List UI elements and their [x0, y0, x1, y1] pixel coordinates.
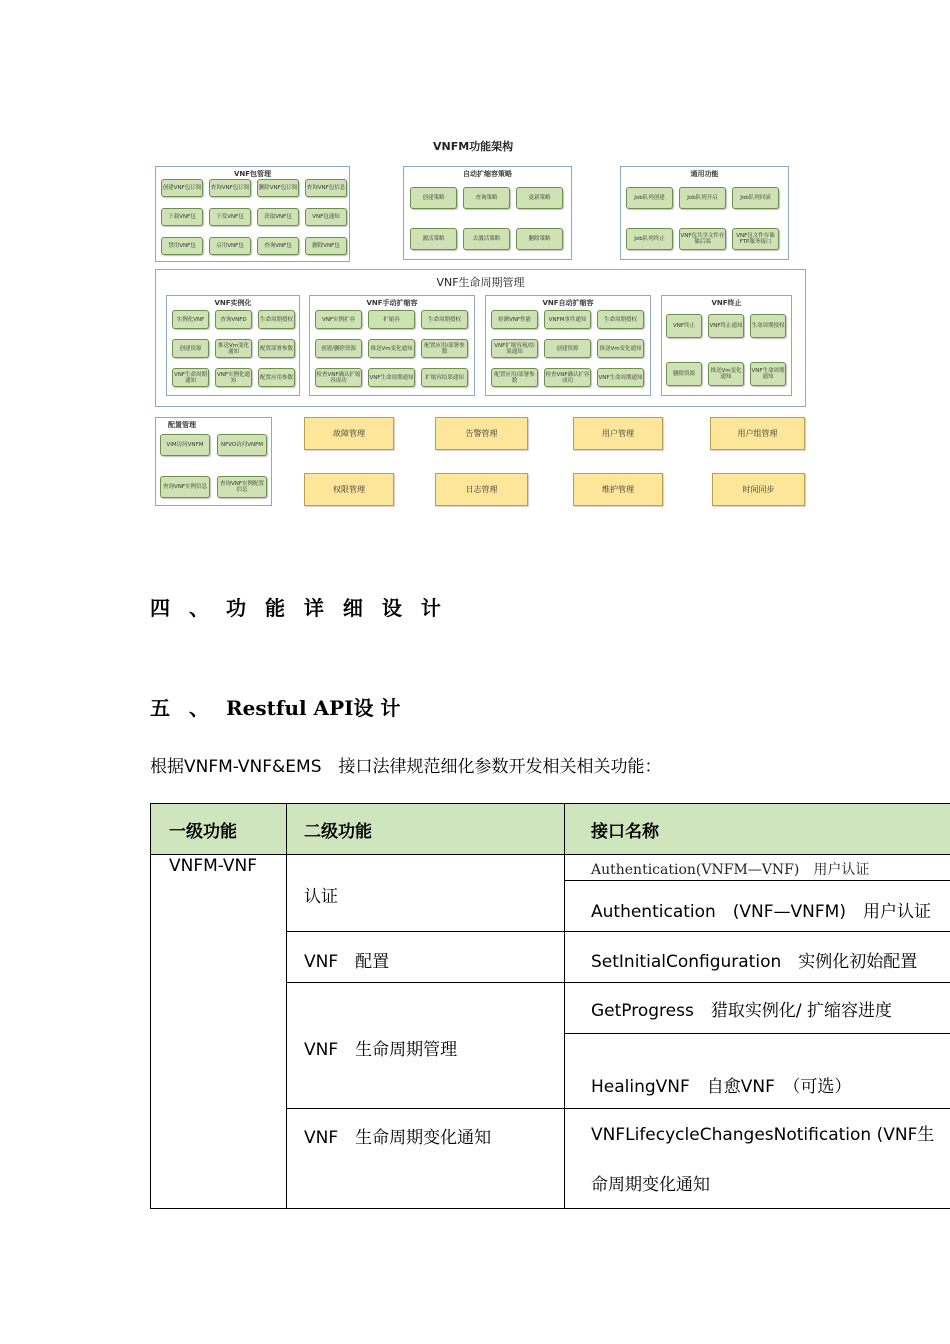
function-box: VNF实例扩容: [315, 310, 362, 329]
panel-general: [620, 166, 789, 260]
cell-level1: VNFM-VNF: [151, 855, 287, 1209]
yellow-function-box: 权限管理: [304, 473, 394, 506]
function-box: Job队列回滚: [732, 187, 779, 209]
function-box: 推送Vm变化通知: [597, 339, 644, 358]
cell-lcm: VNF 生命周期管理: [287, 983, 565, 1109]
function-box: 检测VNF性能: [491, 310, 538, 329]
panel-auto-scaling-policy: [403, 166, 572, 260]
function-box: 删除资源: [666, 362, 702, 386]
function-box: 删除VNF包订阅: [257, 179, 299, 197]
panel-title: VNF终止: [711, 299, 742, 307]
function-box: 查询VNFD: [215, 310, 252, 329]
yellow-function-box: 时间同步: [712, 473, 805, 506]
function-box: 查询VNF包: [257, 237, 299, 255]
diagram-title: VNFM功能架构: [433, 140, 514, 153]
function-box: 启用VNF包: [209, 237, 251, 255]
function-box: VNF终止通知: [708, 314, 744, 338]
function-box: 生命周期授权: [750, 314, 786, 338]
function-box: VNF扩缩容预/结果通知: [491, 339, 538, 358]
cell-notify-ab: [565, 1109, 950, 1209]
function-box: 下发VNF包: [209, 208, 251, 226]
function-box: VNF生命周期通知: [750, 362, 786, 386]
cell-auth-b: Authentication (VNF—VNFM) 用户认证: [565, 881, 950, 932]
function-box: 扩缩容结果通知: [421, 368, 468, 387]
function-box: VNFM事件通知: [544, 310, 591, 329]
function-box: 扩缩容: [368, 310, 415, 329]
function-box: 下载VNF包: [161, 208, 203, 226]
section4-number: 四 、: [150, 596, 215, 620]
function-box: VNF生命周期通知: [368, 368, 415, 387]
function-box: 检查VNF确认扩缩容成功: [315, 368, 362, 387]
function-box: 去激活策略: [463, 228, 510, 250]
function-box: 激活策略: [410, 228, 457, 250]
lifecycle-title: VNF生命周期管理: [436, 276, 525, 289]
intro-paragraph: 根据VNFM-VNF&EMS 接口法律规范细化参数开发相关相关功能：: [150, 757, 662, 777]
panel-lifecycle: [155, 269, 806, 407]
function-box: 删除策略: [516, 228, 563, 250]
panel-terminate: [661, 295, 792, 396]
cell-lcm-b: HealingVNF 自愈VNF （可选）: [565, 1034, 950, 1109]
cell-config: VNF 配置: [287, 932, 565, 983]
function-box: 创建/删除资源: [315, 339, 362, 358]
function-box: Job队列开启: [679, 187, 726, 209]
function-box: VNF包通知: [305, 208, 347, 226]
function-box: VNF包共享文件存储后端: [679, 228, 726, 250]
header-level2: 二级功能: [287, 804, 565, 855]
function-box: VNF生命周期通知: [597, 368, 644, 387]
function-box: 生命周期授权: [421, 310, 468, 329]
yellow-function-box: 故障管理: [304, 417, 394, 450]
panel-title: 配置管理: [168, 421, 196, 429]
section4-title: 功 能 详 细 设 计: [226, 596, 447, 620]
yellow-function-box: 用户组管理: [710, 417, 805, 450]
function-box: 创建策略: [410, 187, 457, 209]
panel-title: VNF自动扩缩容: [542, 299, 594, 307]
function-box: 禁用VNF包: [161, 237, 203, 255]
notify-line2: 命周期变化通知: [591, 1175, 710, 1195]
panel-title: VNF实例化: [214, 299, 252, 307]
function-box: NFVO访问VNFM: [217, 434, 267, 456]
function-box: 配置部署参数: [258, 339, 295, 358]
function-box: VNF包文件存储FTP服务接口: [732, 228, 779, 250]
panel-manual-scaling: [309, 295, 475, 396]
function-box: 创建资源: [172, 339, 209, 358]
function-box: 查询VNF包信息: [305, 179, 347, 197]
header-interface: 接口名称: [565, 804, 950, 855]
function-box: 生命周期授权: [258, 310, 295, 329]
panel-auto-scaling: [485, 295, 651, 396]
panel-title: VNF包管理: [233, 170, 272, 178]
cell-lcm-a: GetProgress 猎取实例化/ 扩缩容进度: [565, 983, 950, 1034]
cell-auth: 认证: [287, 855, 565, 932]
header-level1: 一级功能: [151, 804, 287, 855]
section5-number: 五 、: [150, 696, 215, 720]
panel-instantiate: [166, 295, 300, 396]
function-box: 查询VNF实例配置信息: [217, 476, 267, 498]
function-box: 配置应用/部署参数: [491, 368, 538, 387]
function-box: 获取VNF包: [257, 208, 299, 226]
function-box: 配置应用参数: [258, 368, 295, 387]
panel-config: [155, 417, 272, 506]
function-box: 实例化VNF: [172, 310, 209, 329]
function-box: 推送Vm变化通知: [708, 362, 744, 386]
function-box: 配置应用/部署参数: [421, 339, 468, 358]
function-box: VIM访问VNFM: [160, 434, 210, 456]
yellow-function-box: 维护管理: [573, 473, 663, 506]
function-box: 查询VNF包订阅: [209, 179, 251, 197]
function-box: 检查VNF确认扩容成功: [544, 368, 591, 387]
function-box: VNF终止: [666, 314, 702, 338]
yellow-function-box: 告警管理: [435, 417, 528, 450]
function-box: VNF实例化通知: [215, 368, 252, 387]
function-box: 查询策略: [463, 187, 510, 209]
function-box: Job队列终止: [626, 228, 673, 250]
function-box: 删除VNF包: [305, 237, 347, 255]
panel-title: 通用功能: [690, 170, 719, 178]
cell-auth-a: Authentication(VNFM—VNF) 用户认证: [565, 855, 950, 881]
api-table: [150, 803, 950, 1209]
cell-notify: VNF 生命周期变化通知: [287, 1109, 565, 1209]
function-box: VNF生命周期通知: [172, 368, 209, 387]
yellow-function-box: 用户管理: [573, 417, 663, 450]
notify-line1: VNFLifecycleChangesNotification (VNF生: [591, 1125, 935, 1145]
cell-config-a: SetInitialConfiguration 实例化初始配置: [565, 932, 950, 983]
panel-title: VNF手动扩缩容: [366, 299, 418, 307]
function-box: 生命周期授权: [597, 310, 644, 329]
function-box: 推送Vm变化通知: [215, 339, 252, 358]
panel-title: 自动扩缩容策略: [463, 170, 512, 178]
function-box: 推送Vm变化通知: [368, 339, 415, 358]
function-box: Job队列创建: [626, 187, 673, 209]
panel-vnf-package: [155, 166, 350, 262]
function-box: 更新策略: [516, 187, 563, 209]
function-box: 创建资源: [544, 339, 591, 358]
section5-title: Restful API设 计: [226, 696, 401, 720]
yellow-function-box: 日志管理: [435, 473, 528, 506]
function-box: 查询VNF实例信息: [160, 476, 210, 498]
function-box: 创建VNF包订阅: [161, 179, 203, 197]
